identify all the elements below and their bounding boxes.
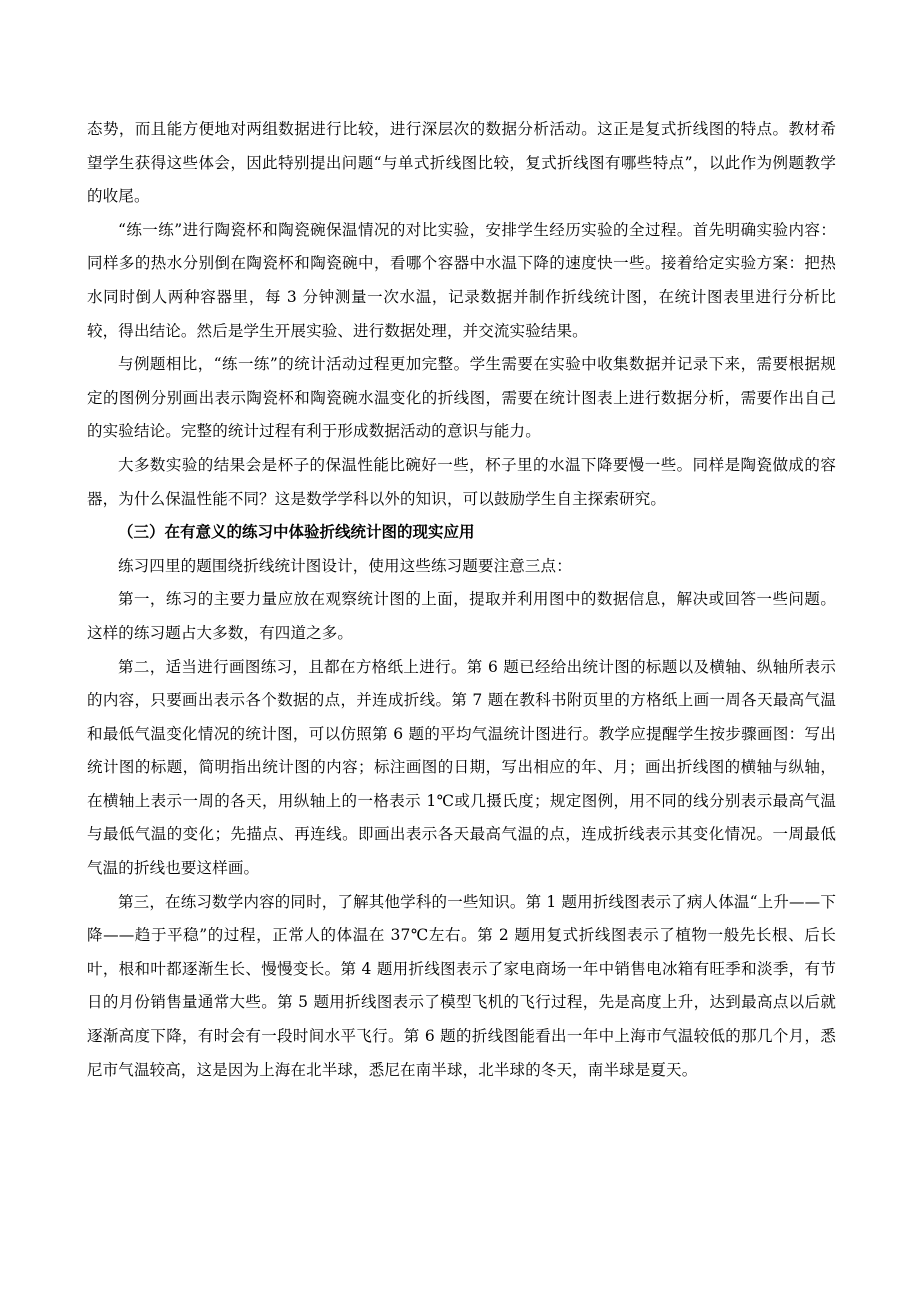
paragraph-1: 态势，而且能方便地对两组数据进行比较，进行深层次的数据分析活动。这正是复式折线图的特点。教材希望学生获得这些体会，因此特别提出问题“与单式折线图比较，复式折线图有哪些特点”，以此作为例题教学的收尾。 [87,120,836,206]
section-heading: （三）在有意义的练习中体验折线统计图的现实应用 [118,523,475,542]
paragraph-5: 练习四里的题围绕折线统计图设计，使用这些练习题要注意三点： [118,556,572,575]
paragraph-8: 第三，在练习数学内容的同时，了解其他学科的一些知识。第 1 题用折线图表示了病人体温“上升——下降——趋于平稳”的过程，正常人的体温在 37℃左右。第 2 题用复式折线图表示了植物一般先长根、后长叶，根和叶都逐渐生长、慢慢变长。第 4 题用折线图表示了家电商场一年中销售电冰箱有旺季和淡季，有节日的月份销售量通常大些。第 5 题用折线图表示了模型飞机的飞行过程，先是高度上升，达到最高点以后就逐渐高度下降，有时会有一段时间水平飞行。第 6 题的折线图能看出一年中上海市气温较低的那几个月，悉尼市气温较高，这是因为上海在北半球，悉尼在南半球，北半球的冬天，南半球是夏天。 [87,892,836,1079]
paragraph-6: 第一，练习的主要力量应放在观察统计图的上面，提取并利用图中的数据信息，解决或回答一些问题。这样的练习题占大多数，有四道之多。 [87,590,836,642]
paragraph-4: 大多数实验的结果会是杯子的保温性能比碗好一些，杯子里的水温下降要慢一些。同样是陶瓷做成的容器，为什么保温性能不同？这是数学学科以外的知识，可以鼓励学生自主探索研究。 [87,455,836,508]
paragraph-3: 与例题相比，“练一练”的统计活动过程更加完整。学生需要在实验中收集数据并记录下来，需要根据规定的图例分别画出表示陶瓷杯和陶瓷碗水温变化的折线图，需要在统计图表上进行数据分析，需要作出自己的实验结论。完整的统计过程有利于形成数据活动的意识与能力。 [87,355,836,441]
paragraph-2: “练一练”进行陶瓷杯和陶瓷碗保温情况的对比实验，安排学生经历实验的全过程。首先明确实验内容：同样多的热水分别倒在陶瓷杯和陶瓷碗中，看哪个容器中水温下降的速度快一些。接着给定实验方案：把热水同时倒人两种容器里，每 3 分钟测量一次水温，记录数据并制作折线统计图，在统计图表里进行分析比较，得出结论。然后是学生开展实验、进行数据处理，并交流实验结果。 [87,220,836,340]
paragraph-7: 第二，适当进行画图练习，且都在方格纸上进行。第 6 题已经给出统计图的标题以及横轴、纵轴所表示的内容，只要画出表示各个数据的点，并连成折线。第 7 题在教科书附页里的方格纸上画一周各天最高气温和最低气温变化情况的统计图，可以仿照第 6 题的平均气温统计图进行。教学应提醒学生按步骤画图：写出统计图的标题，简明指出统计图的内容；标注画图的日期，写出相应的年、月；画出折线图的横轴与纵轴，在横轴上表示一周的各天，用纵轴上的一格表示 1℃或几摄氏度；规定图例，用不同的线分别表示最高气温与最低气温的变化；先描点、再连线。即画出表示各天最高气温的点，连成折线表示其变化情况。一周最低气温的折线也要这样画。 [87,657,836,878]
